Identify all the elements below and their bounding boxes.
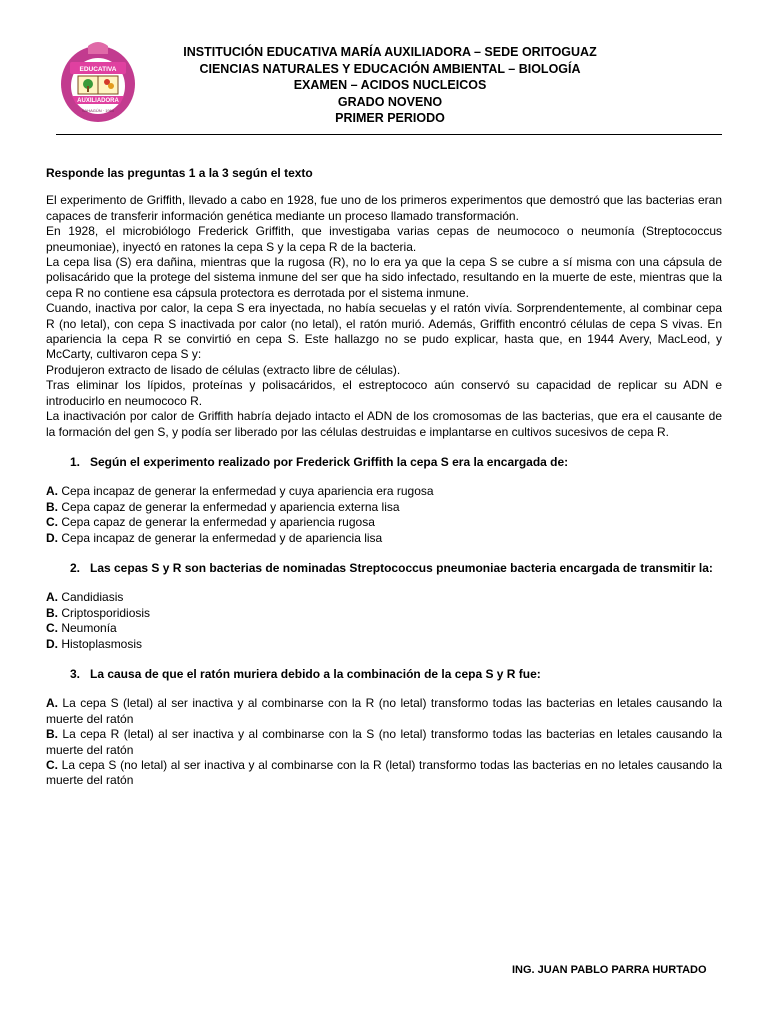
- question-text: Las cepas S y R son bacterias de nominadas Streptococcus pneumoniae bacteria encargada de transmitir la:: [90, 560, 713, 575]
- option-letter: B.: [46, 499, 58, 514]
- question-number: 3.: [69, 666, 80, 681]
- option-text: Histoplasmosis: [58, 636, 143, 651]
- question-prompt: [46, 667, 722, 682]
- option-text: Neumonía: [58, 621, 117, 636]
- header-subject: CIENCIAS NATURALES Y EDUCACIÓN AMBIENTAL – BIOLOGÍA: [199, 61, 581, 76]
- passage-paragraph: La inactivación por calor de Griffith habría dejado intacto el ADN de los cromosomas de las bacterias, que era el causante de la formación del gen S, y podía ser liberado por las células destruidas e implantarse en cultivos sucesivos de cepa R.: [46, 409, 722, 439]
- answer-option[interactable]: [46, 727, 722, 758]
- question-3: [46, 667, 722, 789]
- passage-paragraph: Cuando, inactiva por calor, la cepa S era inyectada, no había secuelas y el ratón vivía. Sorprendentemente, al combinar cepa R (no letal), con cepa S inactivada por calor (no letal), el ratón murió. Además, Griffith encontró células de cepa S vivas. En apariencia la cepa R se convirtió en cepa S. Este hallazgo no se pudo explicar, hasta que, en 1944 Avery, MacLeod, y McCarty, cultivaron cepa S y:: [46, 301, 722, 362]
- option-text: La cepa R (letal) al ser inactiva y al combinarse con la S (no letal) transformo todas las bacterias en letales causando la muerte del ratón: [46, 727, 722, 757]
- question-prompt: [46, 455, 722, 470]
- exam-content: [46, 166, 722, 789]
- svg-text:EDUCATIVA: EDUCATIVA: [79, 66, 117, 73]
- answer-option[interactable]: [46, 590, 722, 605]
- answer-option[interactable]: [46, 531, 722, 546]
- question-prompt: [46, 561, 722, 576]
- option-letter: A.: [46, 484, 58, 499]
- option-text: La cepa S (no letal) al ser inactiva y al combinarse con la R (letal) transformo todas las bacterias en no letales causando la muerte del ratón: [46, 758, 722, 788]
- answer-option[interactable]: [46, 484, 722, 499]
- option-text: Cepa capaz de generar la enfermedad y apariencia rugosa: [58, 515, 375, 530]
- option-letter: C.: [46, 758, 58, 772]
- instructions: Responde las preguntas 1 a la 3 según el texto: [46, 166, 313, 180]
- option-letter: B.: [46, 605, 58, 620]
- option-letter: D.: [46, 636, 58, 651]
- option-text: La cepa S (letal) al ser inactiva y al combinarse con la R (no letal) transformo todas las bacterias en letales causando la muerte del ratón: [46, 696, 722, 726]
- option-letter: B.: [46, 727, 58, 742]
- question-number: 2.: [69, 560, 80, 575]
- option-text: Cepa capaz de generar la enfermedad y apariencia externa lisa: [58, 499, 400, 514]
- option-text: Cepa incapaz de generar la enfermedad y de apariencia lisa: [58, 530, 383, 545]
- answer-option[interactable]: [46, 606, 722, 621]
- answer-option[interactable]: [46, 515, 722, 530]
- svg-text:SAHAGÚN · 1960: SAHAGÚN · 1960: [81, 108, 115, 113]
- option-letter: C.: [46, 621, 58, 636]
- header-divider: [56, 134, 722, 135]
- passage-paragraph: El experimento de Griffith, llevado a cabo en 1928, fue uno de los primeros experimentos que demostró que las bacterias eran capaces de transferir información genética mediante un proceso llamado transformación.: [46, 193, 722, 223]
- answer-option[interactable]: [46, 621, 722, 636]
- answer-option[interactable]: [46, 758, 722, 789]
- header-exam: EXAMEN – ACIDOS NUCLEICOS: [293, 78, 487, 92]
- school-logo: [58, 40, 138, 126]
- document-header: [140, 44, 640, 127]
- question-text: Según el experimento realizado por Frederick Griffith la cepa S era la encargada de:: [90, 454, 569, 469]
- passage-paragraph: Produjeron extracto de lisado de células (extracto libre de células).: [46, 362, 401, 377]
- option-letter: D.: [46, 530, 58, 545]
- question-text: La causa de que el ratón muriera debido a la combinación de la cepa S y R fue:: [90, 666, 541, 681]
- logo-banner-text: AUXILIADORA: [77, 98, 119, 104]
- author-signature: ING. JUAN PABLO PARRA HURTADO: [512, 964, 707, 976]
- answer-option[interactable]: [46, 500, 722, 515]
- question-2: [46, 561, 722, 652]
- header-institution: INSTITUCIÓN EDUCATIVA MARÍA AUXILIADORA – SEDE ORITOGUAZ: [183, 45, 597, 59]
- passage-paragraph: La cepa lisa (S) era dañina, mientras que la rugosa (R), no lo era ya que la cepa S se cubre a sí misma con una cápsula de polisacárido que la protege del sistema inmune del ser que ha sido infectado, resultando en la muerte de este, mientras que la cepa R no contiene esa cápsula protectora es derrotada por el sistema inmune.: [46, 255, 722, 300]
- option-letter: A.: [46, 696, 58, 711]
- answer-option[interactable]: [46, 637, 722, 652]
- passage-paragraph: En 1928, el microbiólogo Frederick Griffith, que investigaba varias cepas de neumococo o neumonía (Streptococcus pneumoniae), inyectó en ratones la cepa S y la cepa R de la bacteria.: [46, 224, 722, 254]
- option-letter: C.: [46, 515, 58, 530]
- option-text: Candidiasis: [58, 590, 124, 605]
- header-grade: GRADO NOVENO: [337, 94, 443, 109]
- reading-passage: [46, 193, 722, 440]
- option-text: Criptosporidiosis: [58, 605, 151, 620]
- question-1: [46, 455, 722, 546]
- option-text: Cepa incapaz de generar la enfermedad y cuya apariencia era rugosa: [58, 484, 434, 499]
- question-number: 1.: [69, 454, 80, 469]
- passage-paragraph: Tras eliminar los lípidos, proteínas y polisacáridos, el estreptococo aún conservó su capacidad de replicar su ADN e introducirlo en neumococo R.: [46, 378, 722, 408]
- option-letter: A.: [46, 590, 58, 605]
- answer-option[interactable]: [46, 696, 722, 727]
- header-period: PRIMER PERIODO: [335, 111, 445, 125]
